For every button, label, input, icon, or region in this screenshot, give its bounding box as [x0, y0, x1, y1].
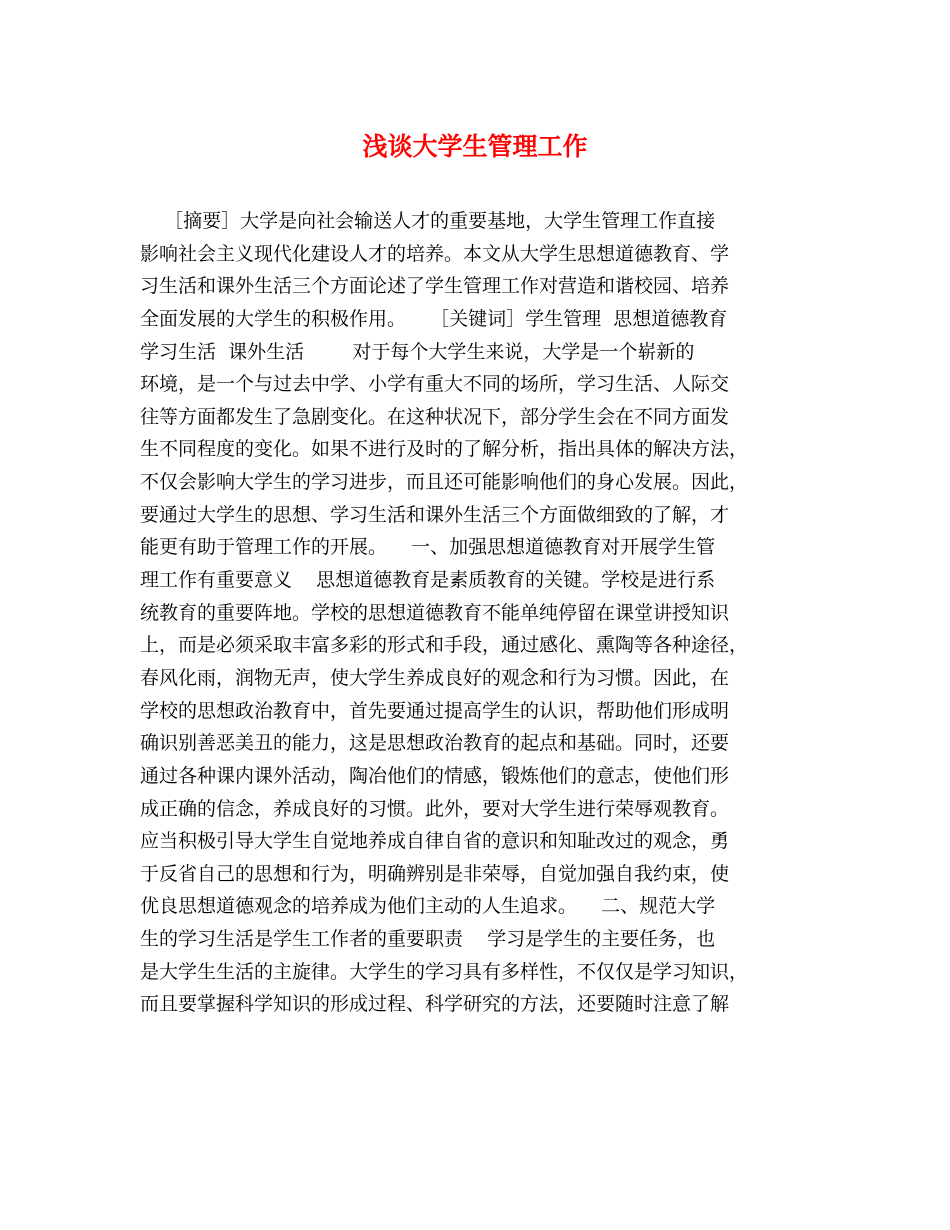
body-line: 春风化雨，润物无声，使大学生养成良好的观念和行为习惯。因此，在: [140, 666, 730, 689]
body-line: 生不同程度的变化。如果不进行及时的了解分析，指出具体的解决方法，: [140, 438, 749, 461]
body-line: 往等方面都发生了急剧变化。在这种状况下，部分学生会在不同方面发: [140, 405, 730, 428]
body-line: 全面发展的大学生的积极作用。 ［关键词］学生管理 思想道德教育: [140, 307, 728, 330]
body-line: 而且要掌握科学知识的形成过程、科学研究的方法，还要随时注意了解: [140, 993, 730, 1016]
body-line: 不仅会影响大学生的学习进步，而且还可能影响他们的身心发展。因此，: [140, 471, 749, 494]
body-line: 确识别善恶美丑的能力，这是思想政治教育的起点和基础。同时，还要: [140, 732, 730, 755]
document-title: 浅谈大学生管理工作: [362, 132, 588, 161]
body-line: 于反省自己的思想和行为，明确辨别是非荣辱，自觉加强自我约束，使: [140, 862, 730, 885]
body-line: 要通过大学生的思想、学习生活和课外生活三个方面做细致的了解，才: [140, 503, 730, 526]
body-line: 能更有助于管理工作的开展。 一、加强思想道德教育对开展学生管: [140, 536, 716, 559]
body-line: 优良思想道德观念的培养成为他们主动的人生追求。 二、规范大学: [140, 895, 716, 918]
body-line: 习生活和课外生活三个方面论述了学生管理工作对营造和谐校园、培养: [140, 275, 730, 298]
body-line: 学习生活 课外生活 对于每个大学生来说，大学是一个崭新的: [140, 340, 695, 363]
body-line: 学校的思想政治教育中，首先要通过提高学生的认识，帮助他们形成明: [140, 699, 730, 722]
body-line: ［摘要］大学是向社会输送人才的重要基地，大学生管理工作直接: [140, 210, 716, 232]
body-line: 应当积极引导大学生自觉地养成自律自省的意识和知耻改过的观念，勇: [140, 830, 730, 853]
body-line: 理工作有重要意义 思想道德教育是素质教育的关键。学校是进行系: [140, 569, 716, 592]
body-line: 上，而是必须采取丰富多彩的形式和手段，通过感化、熏陶等各种途径，: [140, 634, 749, 657]
body-line: 通过各种课内课外活动，陶冶他们的情感，锻炼他们的意志，使他们形: [140, 764, 730, 787]
body-line: 统教育的重要阵地。学校的思想道德教育不能单纯停留在课堂讲授知识: [140, 601, 730, 624]
body-line: 成正确的信念，养成良好的习惯。此外，要对大学生进行荣辱观教育。: [140, 797, 730, 820]
body-line: 是大学生生活的主旋律。大学生的学习具有多样性，不仅仅是学习知识，: [140, 960, 749, 983]
body-line: 影响社会主义现代化建设人才的培养。本文从大学生思想道德教育、学: [140, 242, 730, 265]
body-line: 环境，是一个与过去中学、小学有重大不同的场所，学习生活、人际交: [140, 373, 730, 396]
document-body: [140, 205, 820, 1021]
body-line: 生的学习生活是学生工作者的重要职责 学习是学生的主要任务，也: [140, 928, 716, 951]
